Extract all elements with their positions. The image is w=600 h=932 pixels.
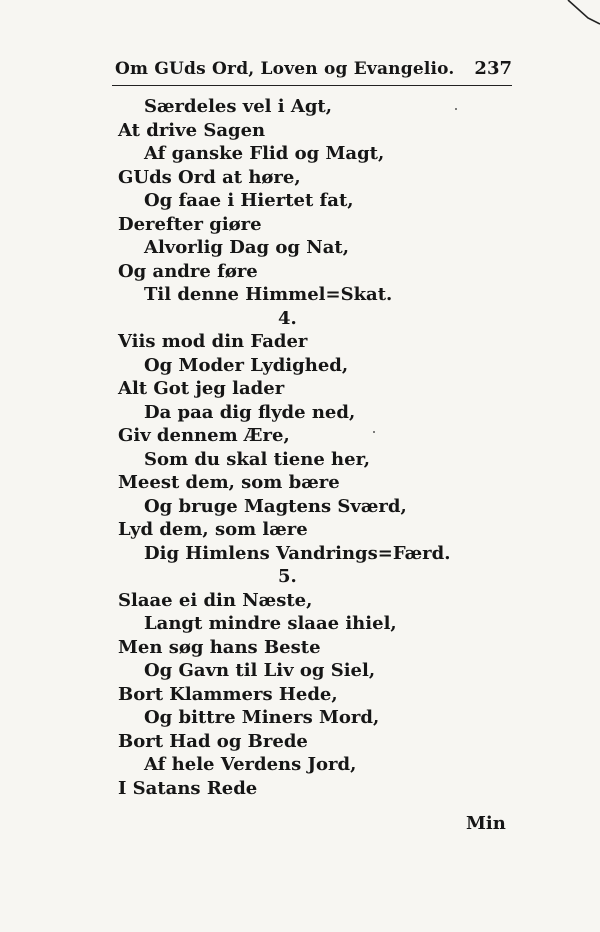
stanza-number: 5. <box>278 566 297 587</box>
running-title: Om GUds Ord, Loven og Evangelio. <box>115 59 455 79</box>
verse-line: Derefter giøre <box>118 213 262 235</box>
verse-line: Af hele Verdens Jord, <box>144 754 357 775</box>
verse-line: Da paa dig flyde ned, <box>144 401 356 423</box>
verse-line: Og bruge Magtens Sværd, <box>144 495 407 517</box>
verse-line: Og andre føre <box>118 260 258 282</box>
stanza-number: 4. <box>278 307 297 329</box>
running-header <box>115 58 512 82</box>
print-speck <box>455 108 457 110</box>
poem-body <box>118 95 518 800</box>
catchword: Min <box>466 813 506 834</box>
page-corner-fold-icon <box>566 0 600 34</box>
verse-line: Dig Himlens Vandrings=Færd. <box>144 542 451 564</box>
verse-line: Slaae ei din Næste, <box>118 589 313 611</box>
verse-line: Lyd dem, som lære <box>118 519 308 540</box>
verse-line: Viis mod din Fader <box>118 331 308 352</box>
print-speck <box>373 431 375 433</box>
verse-line: Til denne Himmel=Skat. <box>144 284 393 305</box>
header-rule <box>112 85 512 86</box>
verse-line: GUds Ord at høre, <box>118 166 301 188</box>
verse-line: Som du skal tiene her, <box>144 448 371 470</box>
verse-line: At drive Sagen <box>118 119 266 141</box>
verse-line: Og bittre Miners Mord, <box>144 707 380 728</box>
verse-line: Men søg hans Beste <box>118 636 321 658</box>
verse-line: I Satans Rede <box>118 777 258 799</box>
verse-line: Og faae i Hiertet fat, <box>144 190 354 211</box>
verse-line: Særdeles vel i Agt, <box>144 96 333 117</box>
verse-line: Alt Got jeg lader <box>118 378 285 399</box>
verse-line: Af ganske Flid og Magt, <box>144 143 385 164</box>
verse-line: Langt mindre slaae ihiel, <box>144 613 397 634</box>
verse-line: Meest dem, som bære <box>118 472 340 493</box>
verse-line: Og Gavn til Liv og Siel, <box>144 660 376 681</box>
verse-line: Bort Klammers Hede, <box>118 683 338 705</box>
verse-line: Alvorlig Dag og Nat, <box>144 237 349 258</box>
verse-line: Giv dennem Ære, <box>118 425 290 446</box>
page-number: 237 <box>474 58 512 79</box>
verse-line: Bort Had og Brede <box>118 730 308 752</box>
verse-line: Og Moder Lydighed, <box>144 354 349 376</box>
